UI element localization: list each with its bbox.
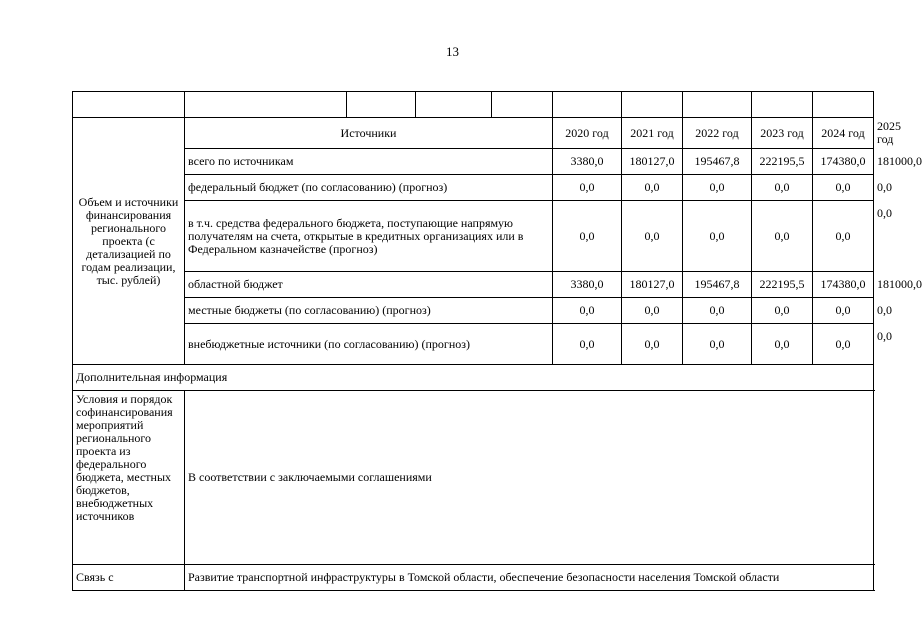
value-cell: 3380,0 [553,149,622,175]
value-cell: 0,0 [683,298,752,324]
value-cell: 180127,0 [622,272,683,298]
value-cell: 174380,0 [813,272,874,298]
value-cell: 180127,0 [622,149,683,175]
value-cell: 195467,8 [683,149,752,175]
value-cell: 222195,5 [752,149,813,175]
value-cell: 0,0 [622,175,683,201]
row-label: областной бюджет [185,272,553,298]
year-header: 2023 год [752,118,813,149]
value-cell: 0,0 [553,201,622,272]
value-cell: 0,0 [683,201,752,272]
section-label: Объем и источники финансирования регионального проекта (с детализацией по годам реализации, тыс. рублей) [73,118,185,365]
table-row: всего по источникам 3380,0 180127,0 195467,8 222195,5 174380,0 181000,0 [73,149,874,175]
table-row: внебюджетные источники (по согласованию) (прогноз) 0,0 0,0 0,0 0,0 0,0 0,0 [73,324,874,365]
value-cell: 0,0 [813,175,874,201]
cofinancing-label: Условия и порядок софинансирования мероприятий регионального проекта из федерального бюджета, местных бюджетов, внебюджетных источников [73,391,185,565]
value-cell: 0,0 [553,175,622,201]
value-cell: 0,0 [752,298,813,324]
empty-cell [622,92,683,118]
year-header: 2020 год [553,118,622,149]
cofinancing-row [73,391,874,565]
empty-cell [492,92,553,118]
empty-cell [185,92,347,118]
link-label: Связь с [73,565,185,591]
row-label: всего по источникам [185,149,553,175]
year-header: 2021 год [622,118,683,149]
table-row: областной бюджет 3380,0 180127,0 195467,8 222195,5 174380,0 181000,0 [73,272,874,298]
table-row: в т.ч. средства федерального бюджета, поступающие напрямую получателям на счета, открытые в кредитных организациях или в Федеральном казначействе (прогноз) 0,0 0,0 0,0 0,0 0,0 0,0 [73,201,874,272]
empty-cell [347,92,416,118]
value-cell: 3380,0 [553,272,622,298]
value-cell: 0,0 [813,298,874,324]
empty-cell [73,92,185,118]
cofinancing-value: В соответствии с заключаемыми соглашениями [185,391,874,565]
value-cell: 0,0 [752,324,813,365]
year-header: 2022 год [683,118,752,149]
link-value: Развитие транспортной инфраструктуры в Томской области, обеспечение безопасности населения Томской области [185,565,874,591]
empty-cell [416,92,492,118]
row-label: в т.ч. средства федерального бюджета, поступающие напрямую получателям на счета, открытые в кредитных организациях или в Федеральном казначействе (прогноз) [185,201,553,272]
row-label: внебюджетные источники (по согласованию) (прогноз) [185,324,553,365]
table-row: федеральный бюджет (по согласованию) (прогноз) 0,0 0,0 0,0 0,0 0,0 0,0 [73,175,874,201]
financing-table [72,91,922,591]
value-cell: 222195,5 [752,272,813,298]
page-number: 13 [446,44,459,59]
value-cell: 0,0 [553,324,622,365]
empty-cell [553,92,622,118]
value-cell: 0,0 [622,201,683,272]
value-cell: 0,0 [752,175,813,201]
value-cell: 0,0 [813,324,874,365]
link-row [73,565,874,591]
value-cell: 174380,0 [813,149,874,175]
sources-header: Источники [185,118,553,149]
empty-cell [683,92,752,118]
year-header: 2024 год [813,118,874,149]
empty-cell [813,92,874,118]
empty-cell [752,92,813,118]
value-cell: 0,0 [683,324,752,365]
value-cell: 195467,8 [683,272,752,298]
row-label: федеральный бюджет (по согласованию) (прогноз) [185,175,553,201]
value-cell: 0,0 [752,201,813,272]
value-cell: 0,0 [622,298,683,324]
sources-header-row: Объем и источники финансирования регионального проекта (с детализацией по годам реализации, тыс. рублей) Источники 2020 год 2021 год 2022 год 2023 год 2024 год 2025 год [73,118,874,149]
value-cell: 0,0 [622,324,683,365]
additional-info-row [73,365,874,391]
value-cell: 0,0 [683,175,752,201]
table-row: местные бюджеты (по согласованию) (прогноз) 0,0 0,0 0,0 0,0 0,0 0,0 [73,298,874,324]
value-cell: 0,0 [813,201,874,272]
value-cell: 0,0 [553,298,622,324]
additional-info-label: Дополнительная информация [73,365,874,391]
row-label: местные бюджеты (по согласованию) (прогноз) [185,298,553,324]
empty-header-row [73,92,874,118]
